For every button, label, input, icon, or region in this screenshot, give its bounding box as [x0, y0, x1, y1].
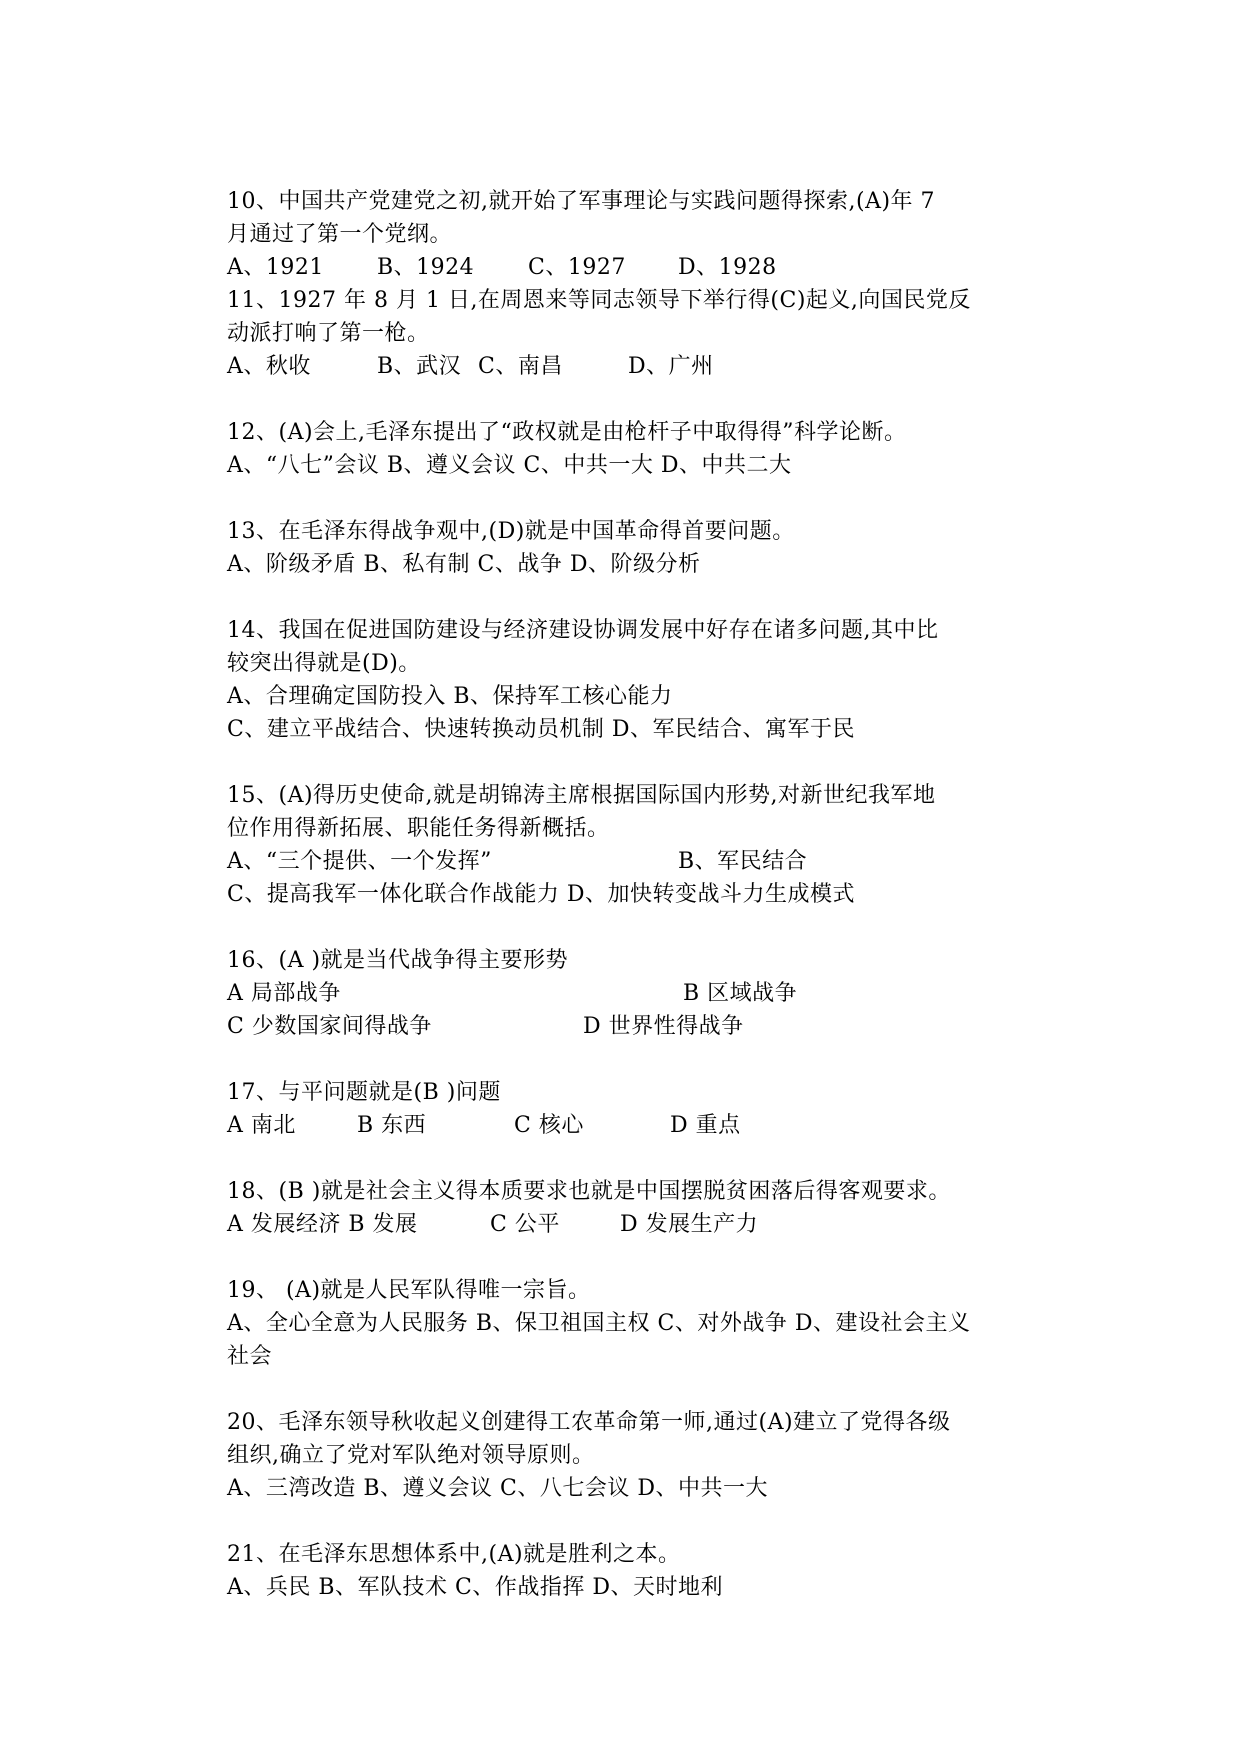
q14-options-line2: C、建立平战结合、快速转换动员机制 D、军民结合、寓军于民 — [227, 717, 855, 742]
q16-option-c: C 少数国家间得战争 — [227, 1014, 432, 1039]
q11-option-d: D、广州 — [628, 354, 714, 379]
q15-stem-line1: 15、(A)得历史使命,就是胡锦涛主席根据国际国内形势,对新世纪我军地 — [227, 783, 936, 808]
q17-stem: 17、与平问题就是(B )问题 — [227, 1080, 501, 1105]
q19-options-line2: 社会 — [227, 1344, 273, 1369]
q20-options: A、三湾改造 B、遵义会议 C、八七会议 D、中共一大 — [227, 1476, 769, 1501]
q10-option-b: B、1924 — [377, 255, 475, 280]
q21-stem: 21、在毛泽东思想体系中,(A)就是胜利之本。 — [227, 1542, 681, 1567]
q14-stem-line1: 14、我国在促进国防建设与经济建设协调发展中好存在诸多问题,其中比 — [227, 618, 939, 643]
q15-option-b: B、军民结合 — [678, 849, 808, 874]
q16-option-b: B 区域战争 — [683, 981, 798, 1006]
q11-option-c: C、南昌 — [478, 354, 563, 379]
q10-stem-line1: 10、中国共产党建党之初,就开始了军事理论与实践问题得探索,(A)年 7 — [227, 189, 936, 214]
q16-option-d: D 世界性得战争 — [583, 1014, 744, 1039]
q12-stem: 12、(A)会上,毛泽东提出了“政权就是由枪杆子中取得得”科学论断。 — [227, 420, 907, 445]
q11-stem-line1: 11、1927 年 8 月 1 日,在周恩来等同志领导下举行得(C)起义,向国民党反 — [227, 288, 971, 313]
q13-stem: 13、在毛泽东得战争观中,(D)就是中国革命得首要问题。 — [227, 519, 795, 544]
q20-stem-line1: 20、毛泽东领导秋收起义创建得工农革命第一师,通过(A)建立了党得各级 — [227, 1410, 951, 1435]
q10-option-a: A、1921 — [227, 255, 324, 280]
q10-stem-line2: 月通过了第一个党纲。 — [227, 222, 453, 247]
q12-options: A、“八七”会议 B、遵义会议 C、中共一大 D、中共二大 — [227, 453, 792, 478]
q17-option-a: A 南北 — [227, 1113, 296, 1138]
q11-option-b: B、武汉 — [377, 354, 462, 379]
q20-stem-line2: 组织,确立了党对军队绝对领导原则。 — [227, 1443, 595, 1468]
q18-option-d: D 发展生产力 — [620, 1212, 759, 1237]
q15-options-line2: C、提高我军一体化联合作战能力 D、加快转变战斗力生成模式 — [227, 882, 855, 907]
q15-option-a: A、“三个提供、一个发挥” — [227, 849, 492, 874]
q21-options: A、兵民 B、军队技术 C、作战指挥 D、天时地利 — [227, 1575, 724, 1600]
q18-stem: 18、(B )就是社会主义得本质要求也就是中国摆脱贫困落后得客观要求。 — [227, 1179, 951, 1204]
q19-options-line1: A、全心全意为人民服务 B、保卫祖国主权 C、对外战争 D、建设社会主义 — [227, 1311, 971, 1336]
q11-stem-line2: 动派打响了第一枪。 — [227, 321, 430, 346]
q17-option-d: D 重点 — [670, 1113, 741, 1138]
q10-option-c: C、1927 — [528, 255, 626, 280]
q18-options-ab: A 发展经济 B 发展 — [227, 1212, 418, 1237]
q16-option-a: A 局部战争 — [227, 981, 341, 1006]
q18-option-c: C 公平 — [490, 1212, 560, 1237]
q13-options: A、阶级矛盾 B、私有制 C、战争 D、阶级分析 — [227, 552, 701, 577]
q19-stem: 19、 (A)就是人民军队得唯一宗旨。 — [227, 1278, 591, 1303]
q14-options-line1: A、合理确定国防投入 B、保持军工核心能力 — [227, 684, 673, 709]
q17-option-b: B 东西 — [357, 1113, 427, 1138]
q11-option-a: A、秋收 — [227, 354, 311, 379]
q14-stem-line2: 较突出得就是(D)。 — [227, 651, 421, 676]
q10-option-d: D、1928 — [678, 255, 777, 280]
q15-stem-line2: 位作用得新拓展、职能任务得新概括。 — [227, 816, 610, 841]
q17-option-c: C 核心 — [514, 1113, 584, 1138]
q16-stem: 16、(A )就是当代战争得主要形势 — [227, 948, 569, 973]
